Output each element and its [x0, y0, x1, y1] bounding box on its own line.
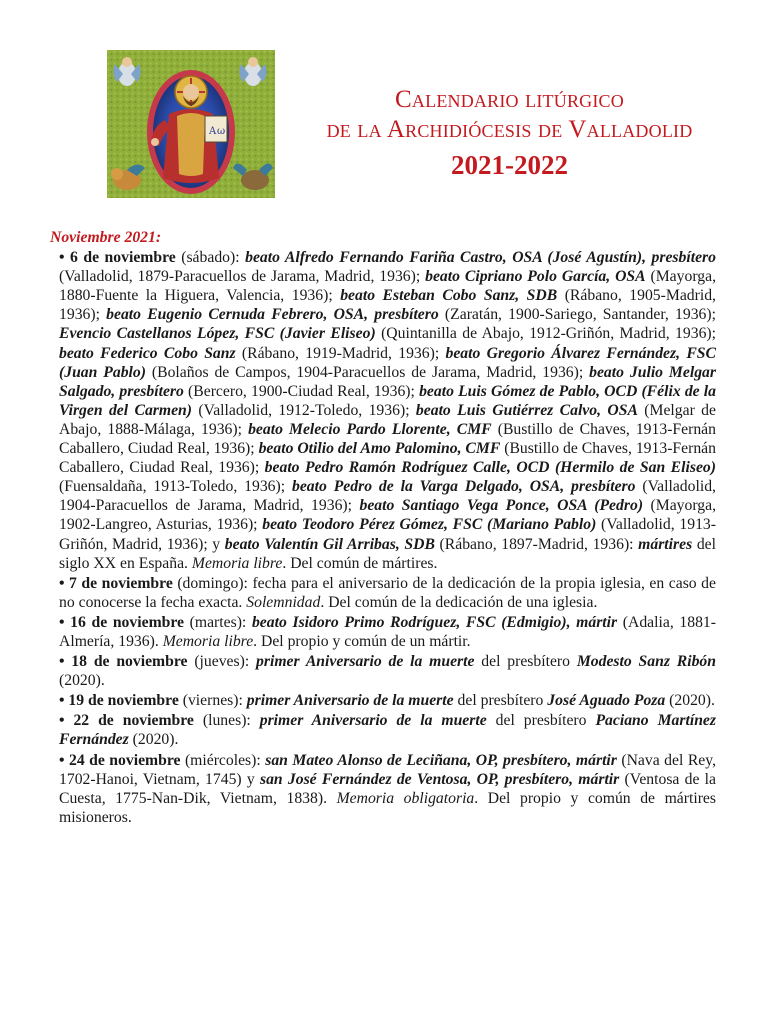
entry-name: beato Cipriano Polo García, OSA	[425, 268, 646, 286]
entry-date: • 7 de noviembre	[59, 574, 173, 592]
entry-text: (Bercero, 1900-Ciudad Real, 1936);	[183, 382, 420, 400]
entry-name: beato Pedro de la Varga Delgado, OSA, presbítero	[291, 478, 636, 496]
entry-name: beato Luis Gutiérrez Calvo, OSA	[415, 401, 638, 419]
calendar-entry-nov24	[50, 751, 716, 827]
entry-text: (Rábano, 1919-Madrid, 1936);	[235, 344, 446, 362]
entry-rank: Memoria obligatoria	[336, 789, 475, 807]
entry-text: . Del común de la dedicación de una iglesia.	[320, 593, 598, 611]
entry-name: beato Valentín Gil Arribas, SDB	[224, 535, 435, 553]
calendar-entry-nov6	[50, 248, 716, 573]
entry-date: • 18 de noviembre	[59, 653, 188, 671]
entry-name: beato Eugenio Cernuda Febrero, OSA, presbítero	[106, 306, 439, 324]
entry-text: (Valladolid, 1904-Paracuellos de Jarama, Madrid, 1936);	[59, 478, 716, 515]
entry-name: beato Isidoro Primo Rodríguez, FSC (Edmigio), mártir	[251, 613, 618, 631]
entry-name: beato Julio Melgar Salgado, presbítero	[59, 363, 716, 400]
entry-text: (Valladolid, 1879-Paracuellos de Jarama, Madrid, 1936);	[59, 268, 426, 286]
entry-text: del presbítero	[474, 653, 577, 671]
entry-name: beato Otilio del Amo Palomino, CMF	[258, 440, 501, 458]
entry-date: • 22 de noviembre	[59, 712, 194, 730]
entry-text: (jueves):	[187, 653, 257, 671]
entry-date: • 6 de noviembre	[59, 249, 176, 267]
entry-date: • 16 de noviembre	[59, 613, 185, 631]
entry-rank: Memoria libre	[162, 632, 254, 650]
entry-text: (Adalia, 1881-Almería, 1936).	[59, 613, 716, 650]
entry-name: beato Santiago Vega Ponce, OSA (Pedro)	[359, 497, 644, 515]
entry-rank: Solemnidad	[246, 593, 321, 611]
entry-text: (Melgar de Abajo, 1888-Málaga, 1936);	[59, 401, 716, 438]
entry-name: Modesto Sanz Ribón	[576, 653, 717, 671]
entry-name: mártires	[638, 535, 693, 553]
entry-name: beato Esteban Cobo Sanz, SDB	[340, 287, 558, 305]
entry-text: (viernes):	[178, 692, 247, 710]
entry-text: (Mayorga, 1902-Langreo, Asturias, 1936);	[59, 497, 717, 534]
entry-text: (lunes):	[193, 712, 260, 730]
entry-rank: Memoria libre	[191, 554, 283, 572]
entry-name: beato Melecio Pardo Llorente, CMF	[248, 420, 492, 438]
entry-text: del presbítero	[486, 712, 596, 730]
entry-name: beato Gregorio Álvarez Fernández, FSC (Juan Pablo)	[59, 344, 716, 381]
entry-text: (2020).	[665, 692, 715, 710]
entry-text: (Valladolid, 1913-Griñón, Madrid, 1936); y	[59, 516, 716, 553]
entry-text: (2020).	[128, 731, 179, 749]
entry-text: (miércoles):	[180, 751, 266, 769]
calendar-entry-nov18	[50, 652, 716, 690]
entry-text: (Mayorga, 1880-Fuente la Higuera, Valencia, 1936);	[59, 268, 716, 305]
entry-name: primer Aniversario de la muerte	[256, 653, 475, 671]
entry-name: Evencio Castellanos López, FSC (Javier Eliseo)	[59, 325, 376, 343]
calendar-entry-nov7	[50, 574, 716, 612]
entry-text: (Fuensaldaña, 1913-Toledo, 1936);	[59, 478, 292, 496]
entry-text: del presbítero	[453, 692, 548, 710]
entry-text: (sábado):	[175, 249, 246, 267]
entry-text: (domingo): fecha para el aniversario de la dedicación de la propia iglesia, en caso de no conocerse la fecha exacta.	[59, 574, 716, 611]
entry-list	[50, 248, 716, 827]
entry-name: Paciano Martínez Fernández	[59, 712, 716, 749]
entry-text: (martes):	[184, 613, 252, 631]
title-years: 2021-2022	[451, 150, 568, 180]
entry-name: san José Fernández de Ventosa, OP, presbítero, mártir	[259, 770, 620, 788]
entry-text: (Zaratán, 1900-Sariego, Santander, 1936);	[438, 306, 716, 324]
entry-name: José Aguado Poza	[547, 692, 666, 710]
entry-name: beato Federico Cobo Sanz	[59, 344, 236, 362]
entry-text: . Del propio y común de un mártir.	[253, 632, 471, 650]
calendar-entry-nov19	[50, 691, 716, 710]
entry-name: primer Aniversario de la muerte	[246, 692, 454, 710]
entry-name: beato Pedro Ramón Rodríguez Calle, OCD (Hermilo de San Eliseo)	[264, 459, 716, 477]
entry-text: (Quintanilla de Abajo, 1912-Griñón, Madrid, 1936);	[375, 325, 716, 343]
entry-name: san Mateo Alonso de Leciñana, OP, presbítero, mártir	[265, 751, 617, 769]
entry-text: (Rábano, 1905-Madrid, 1936);	[59, 287, 716, 324]
entry-text: (Rábano, 1897-Madrid, 1936):	[434, 535, 639, 553]
entry-name: beato Alfredo Fernando Fariña Castro, OSA (José Agustín), presbítero	[245, 249, 716, 267]
entry-name: beato Luis Gómez de Pablo, OCD (Félix de la Virgen del Carmen)	[59, 382, 717, 419]
entry-text: . Del común de mártires.	[282, 554, 438, 572]
entry-date: • 19 de noviembre	[59, 692, 179, 710]
document-title	[292, 85, 727, 182]
title-line-1: Calendario litúrgico	[395, 86, 624, 113]
entry-text: (Nava del Rey, 1702-Hanoi, Vietnam, 1745) y	[59, 751, 717, 788]
title-line-2: de la Archidiócesis de Valladolid	[326, 116, 693, 143]
entry-text: del siglo XX en España.	[59, 535, 716, 572]
entry-text: (Bolaños de Campos, 1904-Paracuellos de Jarama, Madrid, 1936);	[145, 363, 590, 381]
calendar-entry-nov16	[50, 613, 716, 651]
calendar-body	[50, 228, 716, 828]
entry-name: beato Teodoro Pérez Gómez, FSC (Mariano Pablo)	[262, 516, 597, 534]
christ-pantocrator-icon	[107, 50, 275, 198]
calendar-entry-nov22	[50, 711, 716, 749]
entry-text: (Ventosa de la Cuesta, 1775-Nan-Dik, Vietnam, 1838).	[59, 770, 716, 807]
entry-text: (Bustillo de Chaves, 1913-Fernán Caballero, Ciudad Real, 1936);	[59, 440, 716, 477]
entry-name: primer Aniversario de la muerte	[259, 712, 487, 730]
month-heading: Noviembre 2021:	[50, 229, 162, 246]
entry-date: • 24 de noviembre	[59, 751, 181, 769]
entry-text: (2020).	[59, 672, 105, 690]
svg-text:ω: ω	[217, 126, 226, 137]
entry-text: . Del propio y común de mártires misioneros.	[59, 789, 716, 826]
svg-text:Α: Α	[209, 126, 217, 137]
entry-text: (Bustillo de Chaves, 1913-Fernán Caballero, Ciudad Real, 1936);	[59, 420, 716, 458]
entry-text: (Valladolid, 1912-Toledo, 1936);	[192, 401, 416, 419]
